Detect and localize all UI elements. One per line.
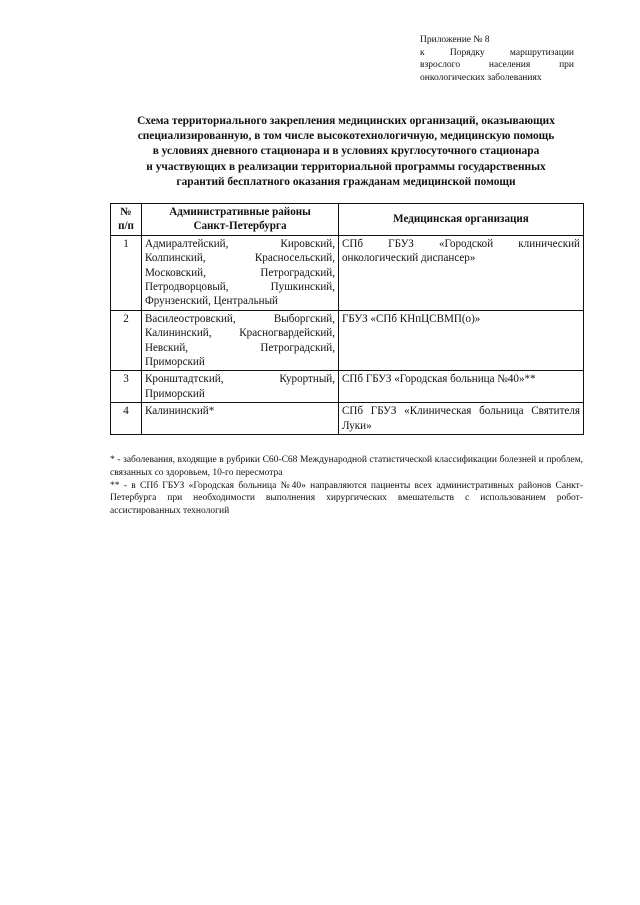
table-header-row [111,204,584,236]
header-text: п/п [118,220,134,233]
row-organization [339,310,584,371]
district-line: Фрунзенский, Центральный [145,295,278,308]
district-line: Кронштадтский, Курортный, [145,373,335,386]
annex-line: к Порядку маршрутизации [420,47,574,58]
column-header-districts [142,204,339,236]
column-header-organization [339,204,584,236]
title-line: и участвующих в реализации территориальной программы государственных [146,160,546,173]
row-number: 2 [111,310,142,371]
title-line: специализированную, в том числе высокотехнологичную, медицинскую помощь [137,130,555,143]
table-row [111,371,584,403]
header-text: Медицинская организация [393,213,529,226]
table-row [111,403,584,435]
footnote: ** - в СПб ГБУЗ «Городская больница №40» направляются пациенты всех административных районов Санкт-Петербурга при необходимости выполнения хирургических вмешательств с использованием робот-ассистированных технологий [110,480,583,517]
document-title [108,114,584,190]
row-districts [142,235,339,310]
row-number: 4 [111,403,142,435]
org-line: СПб ГБУЗ «Городская больница №40»** [342,373,536,386]
row-number: 1 [111,235,142,310]
header-text: Санкт-Петербурга [193,220,287,233]
district-line: Невский, Петроградский, [145,341,335,354]
row-districts [142,403,339,435]
district-line: Адмиралтейский, Кировский, [145,237,335,250]
annex-line: онкологических заболеваниях [420,72,542,83]
row-number: 3 [111,371,142,403]
district-line: Колпинский, Красносельский, [145,252,335,265]
district-line: Московский, Петроградский, [145,266,335,279]
title-line: в условиях дневного стационара и в условиях круглосуточного стационара [152,145,540,158]
table-row [111,235,584,310]
header-text: Административные районы [169,206,311,218]
footnote: * - заболевания, входящие в рубрики С60-С68 Международной статистической классификации болезней и проблем, связанных со здоровьем, 10-го пересмотра [110,455,583,478]
organizations-table [110,203,584,435]
header-text: № [120,206,132,218]
column-header-number [111,204,142,236]
annex-line: взрослого населения при [420,60,574,71]
row-districts [142,371,339,403]
table-row [111,310,584,371]
row-organization [339,371,584,403]
org-line: ГБУЗ «СПб КНпЦСВМП(о)» [342,312,481,325]
title-line: Схема территориального закрепления медицинских организаций, оказывающих [137,115,555,127]
row-districts [142,310,339,371]
org-line: Луки» [342,419,372,432]
footnotes [110,454,583,518]
annex-line: Приложение № 8 [420,35,490,45]
row-organization [339,235,584,310]
district-line: Приморский [145,356,205,369]
org-line: СПб ГБУЗ «Клиническая больница Святителя [342,405,580,418]
district-line: Калининский, Красногвардейский, [145,327,335,340]
row-organization [339,403,584,435]
district-line: Приморский [145,387,205,400]
district-line: Василеостровский, Выборгский, [145,312,335,325]
title-line: гарантий бесплатного оказания гражданам медицинской помощи [176,175,516,188]
org-line: онкологический диспансер» [342,252,476,265]
district-line: Калининский* [145,405,215,418]
district-line: Петродворцовый, Пушкинский, [145,281,335,294]
org-line: СПб ГБУЗ «Городской клинический [342,237,580,250]
annex-header [420,34,574,84]
